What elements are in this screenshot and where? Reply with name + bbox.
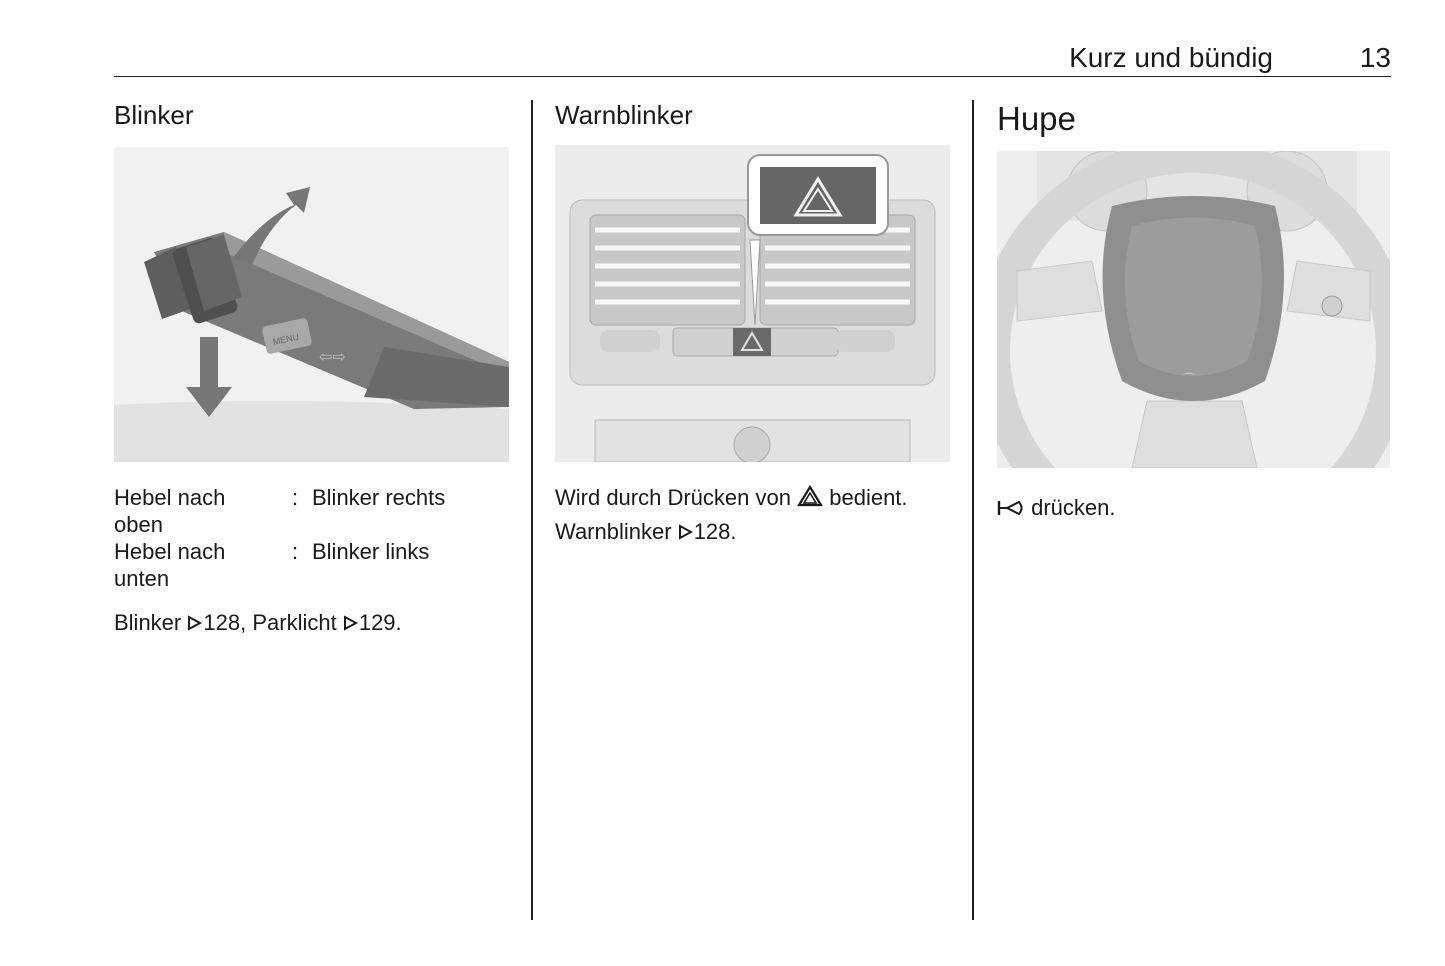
horn-instruction-line xyxy=(997,494,1116,521)
term-2-line1: Hebel nach xyxy=(114,539,226,564)
page-reference-icon xyxy=(678,518,694,545)
running-header xyxy=(114,40,1391,77)
svg-text:⇦⇨: ⇦⇨ xyxy=(319,349,346,366)
horn-icon xyxy=(997,494,1025,521)
term-2-line2: unten xyxy=(114,566,170,591)
column-divider-2 xyxy=(972,100,974,920)
page-reference-icon xyxy=(343,609,359,636)
page-reference-icon xyxy=(187,609,203,636)
term-row-2 xyxy=(114,538,225,592)
column-divider-1 xyxy=(531,100,533,920)
term-1-line2: oben xyxy=(114,512,163,537)
desc-2: Blinker links xyxy=(312,539,430,564)
horn-instruction-text: drücken. xyxy=(1031,495,1116,520)
heading-warnblinker: Warnblinker xyxy=(555,100,693,130)
ref-warnblinker-text: Warnblinker xyxy=(555,519,672,544)
blinker-reference-line: Blinker 128, Parklicht 129. xyxy=(114,610,402,635)
instruction-text-end: bedient. xyxy=(829,485,908,510)
warnblinker-reference-line: Warnblinker 128. xyxy=(555,519,737,544)
desc-1: Blinker rechts xyxy=(312,485,446,510)
colon-1: : xyxy=(292,485,299,510)
ref-parklicht-text: Parklicht xyxy=(252,610,337,635)
hazard-instruction-line xyxy=(555,484,908,511)
ref-page-128[interactable]: 128 xyxy=(693,519,731,544)
instruction-text: Wird durch Drücken von xyxy=(555,485,791,510)
term-row-1 xyxy=(114,484,225,538)
ref-page-128[interactable]: 128 xyxy=(203,610,241,635)
colon-2: : xyxy=(292,539,299,564)
horn-steering-wheel-illustration xyxy=(997,151,1390,468)
section-title: Kurz und bündig xyxy=(1069,42,1273,73)
turn-signal-lever-illustration xyxy=(114,147,509,462)
ref-page-129[interactable]: 129 xyxy=(358,610,396,635)
heading-blinker: Blinker xyxy=(114,100,194,130)
ref-blinker-text: Blinker xyxy=(114,610,182,635)
hazard-triangle-icon xyxy=(797,484,823,511)
hazard-switch-illustration xyxy=(555,145,950,462)
svg-text:⌒: ⌒ xyxy=(1183,372,1196,386)
term-1-line1: Hebel nach xyxy=(114,485,226,510)
menu-button-label: MENU xyxy=(271,331,300,347)
page-number: 13 xyxy=(1359,42,1391,73)
heading-hupe: Hupe xyxy=(997,100,1076,137)
